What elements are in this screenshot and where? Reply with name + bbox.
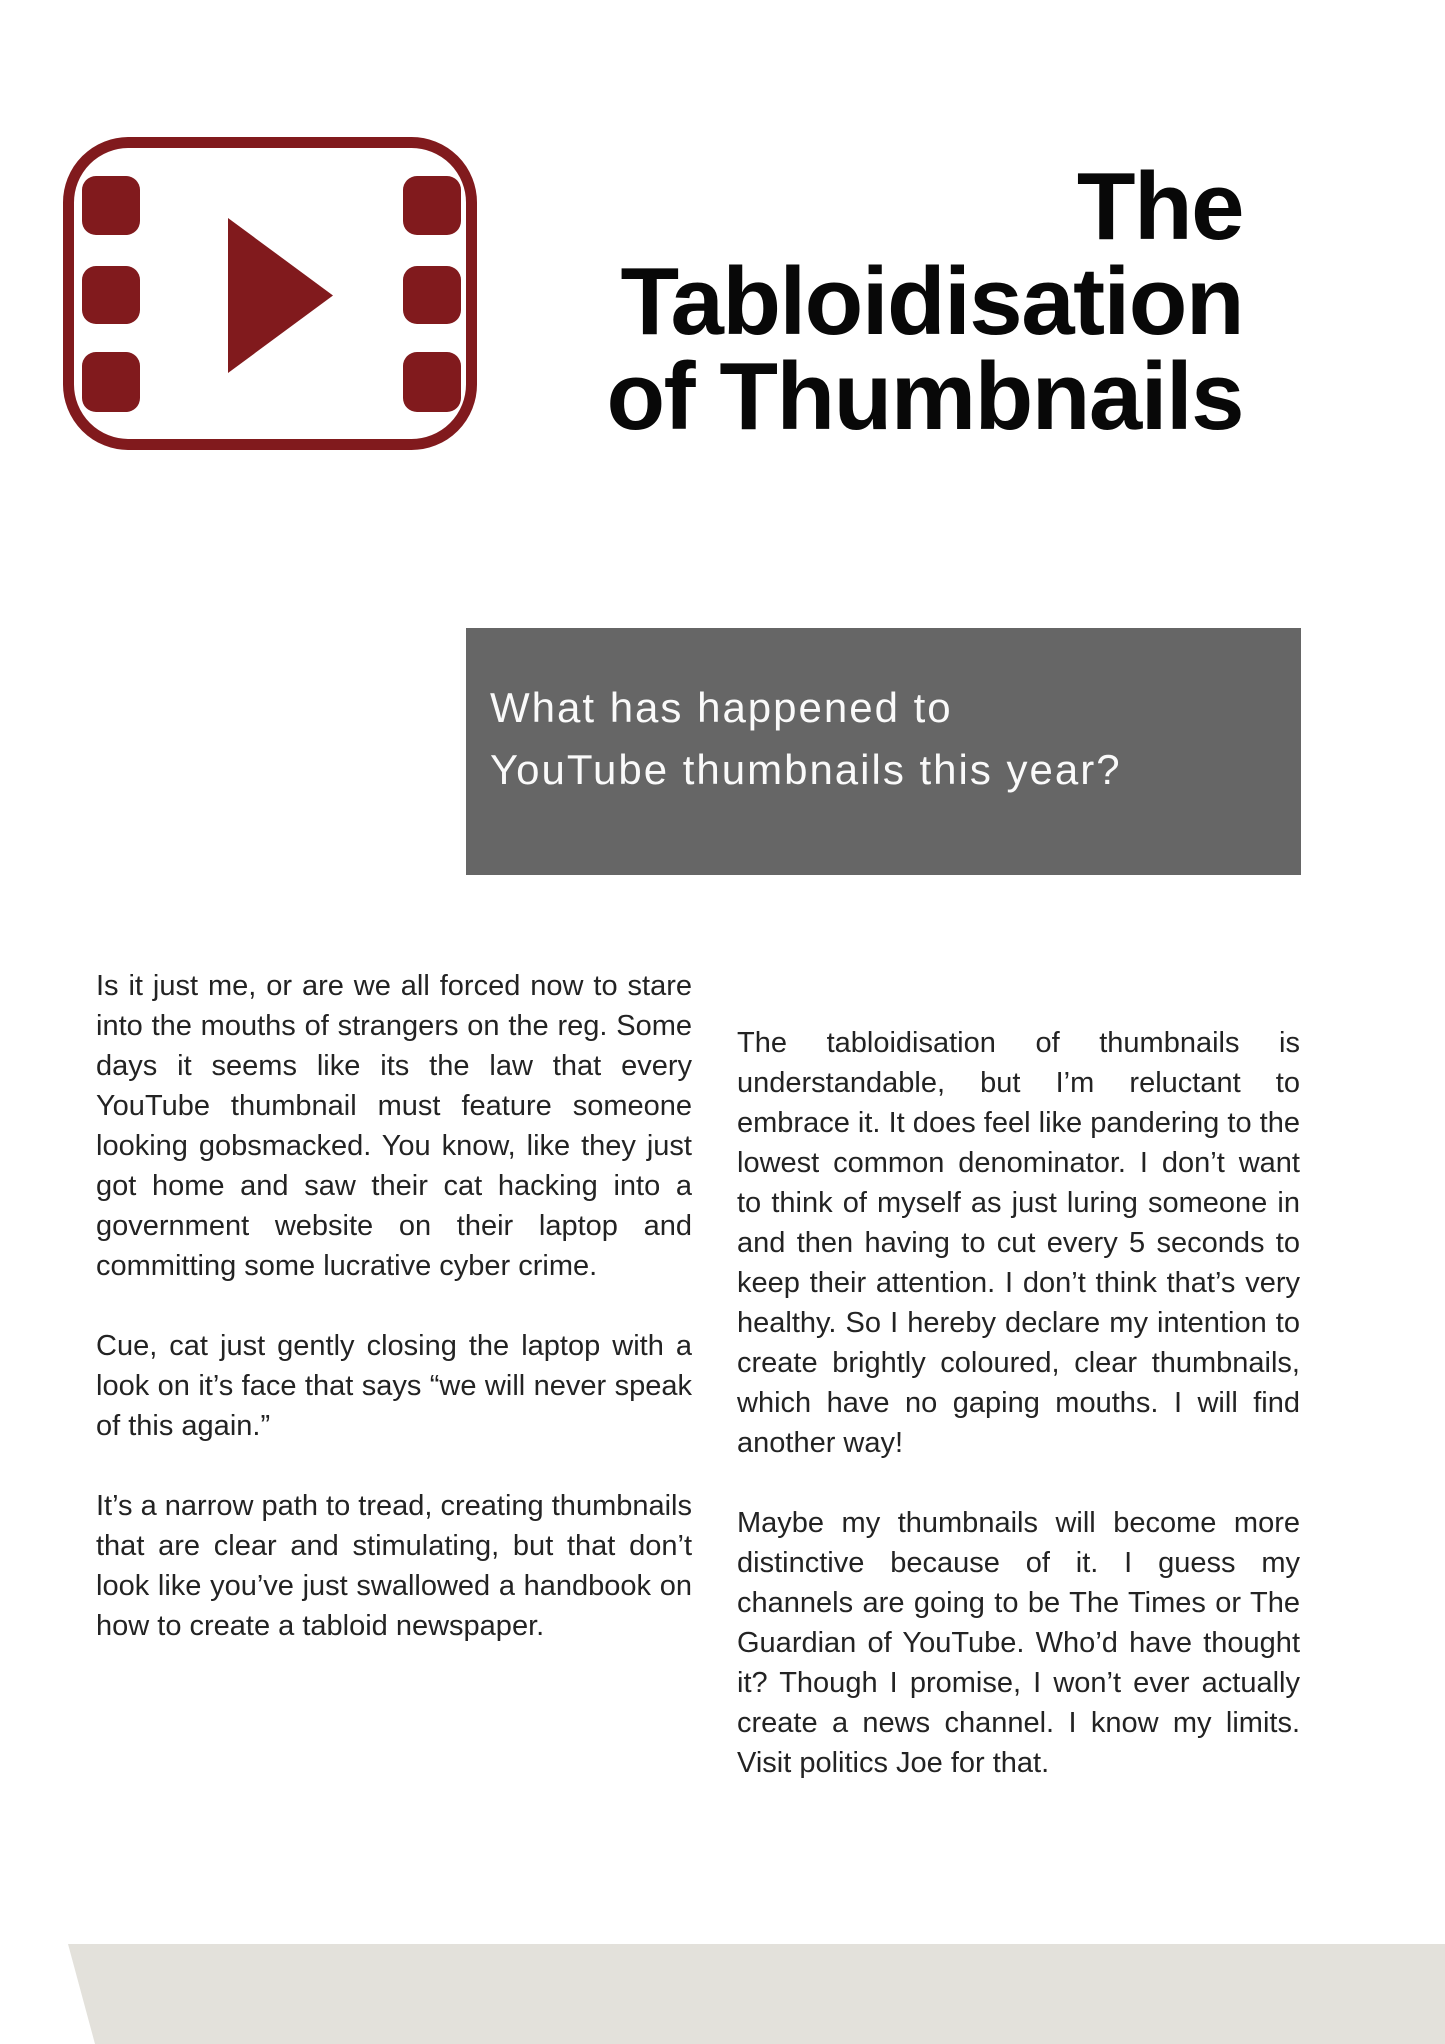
page-title-line-2: Tabloidisation: [620, 248, 1243, 355]
paragraph: The tabloidisation of thumbnails is understandable, but I’m reluctant to embrace it. It does feel like pandering to the lowest common denominator. I don’t want to think of myself as just luring someone in and then having to cut every 5 seconds to keep their attention. I don’t think that’s very healthy. So I hereby declare my intention to create brightly coloured, clear thumbnails, which have no gaping mouths. I will find another way!: [737, 1027, 1300, 1459]
article-column-right: [737, 1023, 1300, 1823]
footer-angled-band: [0, 1944, 1445, 2044]
play-triangle-icon: [228, 218, 333, 373]
paragraph: Cue, cat just gently closing the laptop with a look on it’s face that says “we will never speak of this again.”: [96, 1330, 692, 1442]
paragraph: Maybe my thumbnails will become more distinctive because of it. I guess my channels are going to be The Times or The Guardian of YouTube. Who’d have thought it? Though I promise, I won’t ever actually create a news channel. I know my limits. Visit politics Joe for that.: [737, 1507, 1300, 1779]
page-title: [430, 153, 1243, 450]
film-sprocket-holes-left: [82, 176, 140, 412]
question-line-2: YouTube thumbnails this year?: [490, 746, 1122, 793]
paragraph: Is it just me, or are we all forced now to stare into the mouths of strangers on the reg. Some days it seems like its the law that every YouTube thumbnail must feature someone looking gobsmacked. You know, like they just got home and saw their cat hacking into a government website on their laptop and committing some lucrative cyber crime.: [96, 970, 692, 1282]
page-title-line-3: of Thumbnails: [606, 343, 1243, 450]
question-line-1: What has happened to: [490, 684, 953, 731]
film-play-icon: [63, 137, 477, 450]
article-column-left: [96, 966, 692, 1686]
page-title-line-1: The: [1076, 153, 1243, 260]
question-banner: [466, 628, 1301, 875]
paragraph: It’s a narrow path to tread, creating thumbnails that are clear and stimulating, but that don’t look like you’ve just swallowed a handbook on how to create a tabloid newspaper.: [96, 1490, 692, 1642]
